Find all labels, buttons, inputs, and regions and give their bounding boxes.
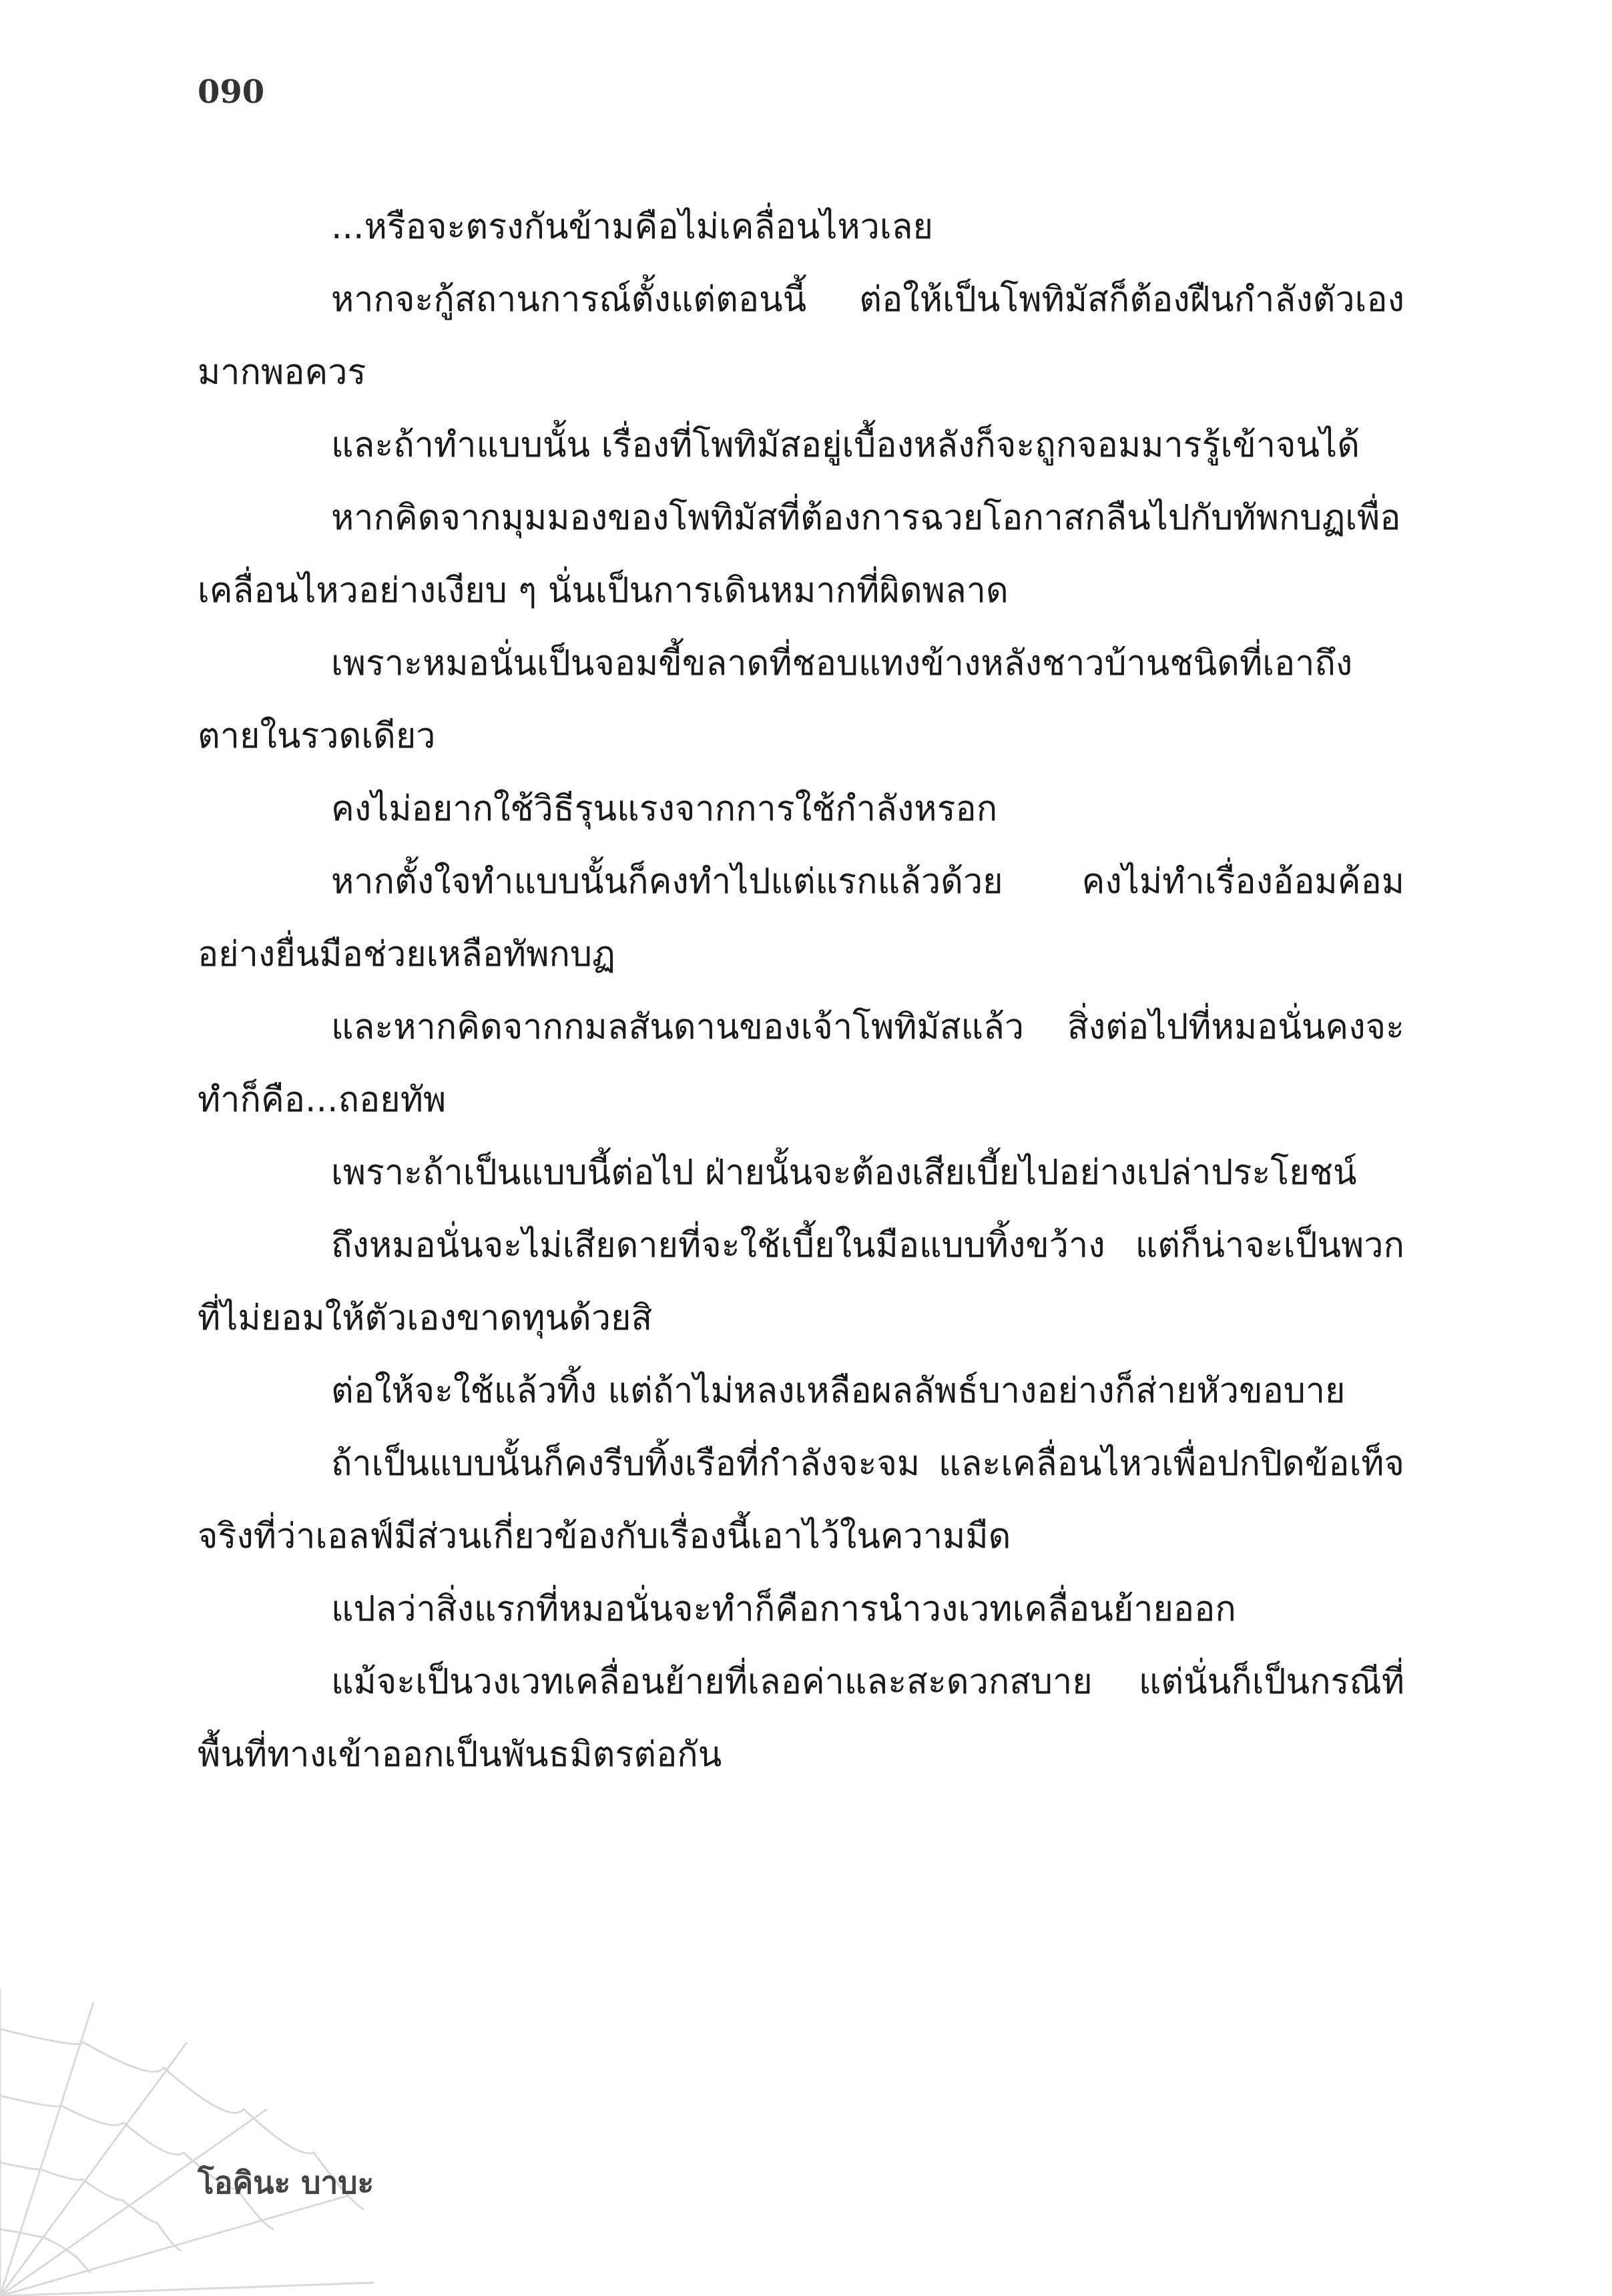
paragraph: เพราะหมอนั่นเป็นจอมขี้ขลาดที่ชอบแทงข้างหลังชาวบ้านชนิดที่เอาถึงตายในรวดเดียว (198, 643, 1353, 756)
paragraph: และถ้าทำแบบนั้น เรื่องที่โพทิมัสอยู่เบื้องหลังก็จะถูกจอมมารรู้เข้าจนได้ (331, 425, 1360, 465)
paragraph: ...หรือจะตรงกันข้ามคือไม่เคลื่อนไหวเลย (331, 207, 933, 247)
paragraph: ถ้าเป็นแบบนั้นก็คงรีบทิ้งเรือที่กำลังจะจม และเคลื่อนไหวเพื่อปกปิดข้อเท็จจริงที่ว่าเอลฟ์มีส่วนเกี่ยวข้องกับเรื่องนี้เอาไว้ในความมืด (198, 1444, 1404, 1556)
paragraph: ถึงหมอนั่นจะไม่เสียดายที่จะใช้เบี้ยในมือแบบทิ้งขว้าง แต่ก็น่าจะเป็นพวกที่ไม่ยอมให้ตัวเองขาดทุนด้วยสิ (198, 1225, 1404, 1338)
footer-author: โอคินะ บาบะ (198, 2165, 374, 2201)
paragraph: แม้จะเป็นวงเวทเคลื่อนย้ายที่เลอค่าและสะดวกสบาย แต่นั่นก็เป็นกรณีที่พื้นที่ทางเข้าออกเป็นพันธมิตรต่อกัน (198, 1662, 1404, 1775)
paragraph: หากคิดจากมุมมองของโพทิมัสที่ต้องการฉวยโอกาสกลืนไปกับทัพกบฏเพื่อเคลื่อนไหวอย่างเงียบ ๆ นั่นเป็นการเดินหมากที่ผิดพลาด (198, 498, 1401, 611)
paragraph: หากจะกู้สถานการณ์ตั้งแต่ตอนนี้ ต่อให้เป็นโพทิมัสก็ต้องฝืนกำลังตัวเองมากพอควร (198, 280, 1404, 392)
paragraph: คงไม่อยากใช้วิธีรุนแรงจากการใช้กำลังหรอก (331, 789, 998, 829)
paragraph: ต่อให้จะใช้แล้วทิ้ง แต่ถ้าไม่หลงเหลือผลลัพธ์บางอย่างก็ส่ายหัวขอบาย (331, 1371, 1346, 1411)
paragraph: แปลว่าสิ่งแรกที่หมอนั่นจะทำก็คือการนำวงเวทเคลื่อนย้ายออก (331, 1589, 1236, 1629)
page-number: 090 (198, 73, 265, 111)
body-text (198, 191, 1404, 1791)
paragraph: เพราะถ้าเป็นแบบนี้ต่อไป ฝ่ายนั้นจะต้องเสียเบี้ยไปอย่างเปล่าประโยชน์ (331, 1153, 1357, 1193)
paragraph: หากตั้งใจทำแบบนั้นก็คงทำไปแต่แรกแล้วด้วย คงไม่ทำเรื่องอ้อมค้อมอย่างยื่นมือช่วยเหลือทัพกบฏ (198, 862, 1404, 974)
spider-web-icon (0, 1989, 374, 2296)
paragraph: และหากคิดจากกมลสันดานของเจ้าโพทิมัสแล้ว สิ่งต่อไปที่หมอนั่นคงจะทำก็คือ...ถอยทัพ (198, 1007, 1404, 1120)
